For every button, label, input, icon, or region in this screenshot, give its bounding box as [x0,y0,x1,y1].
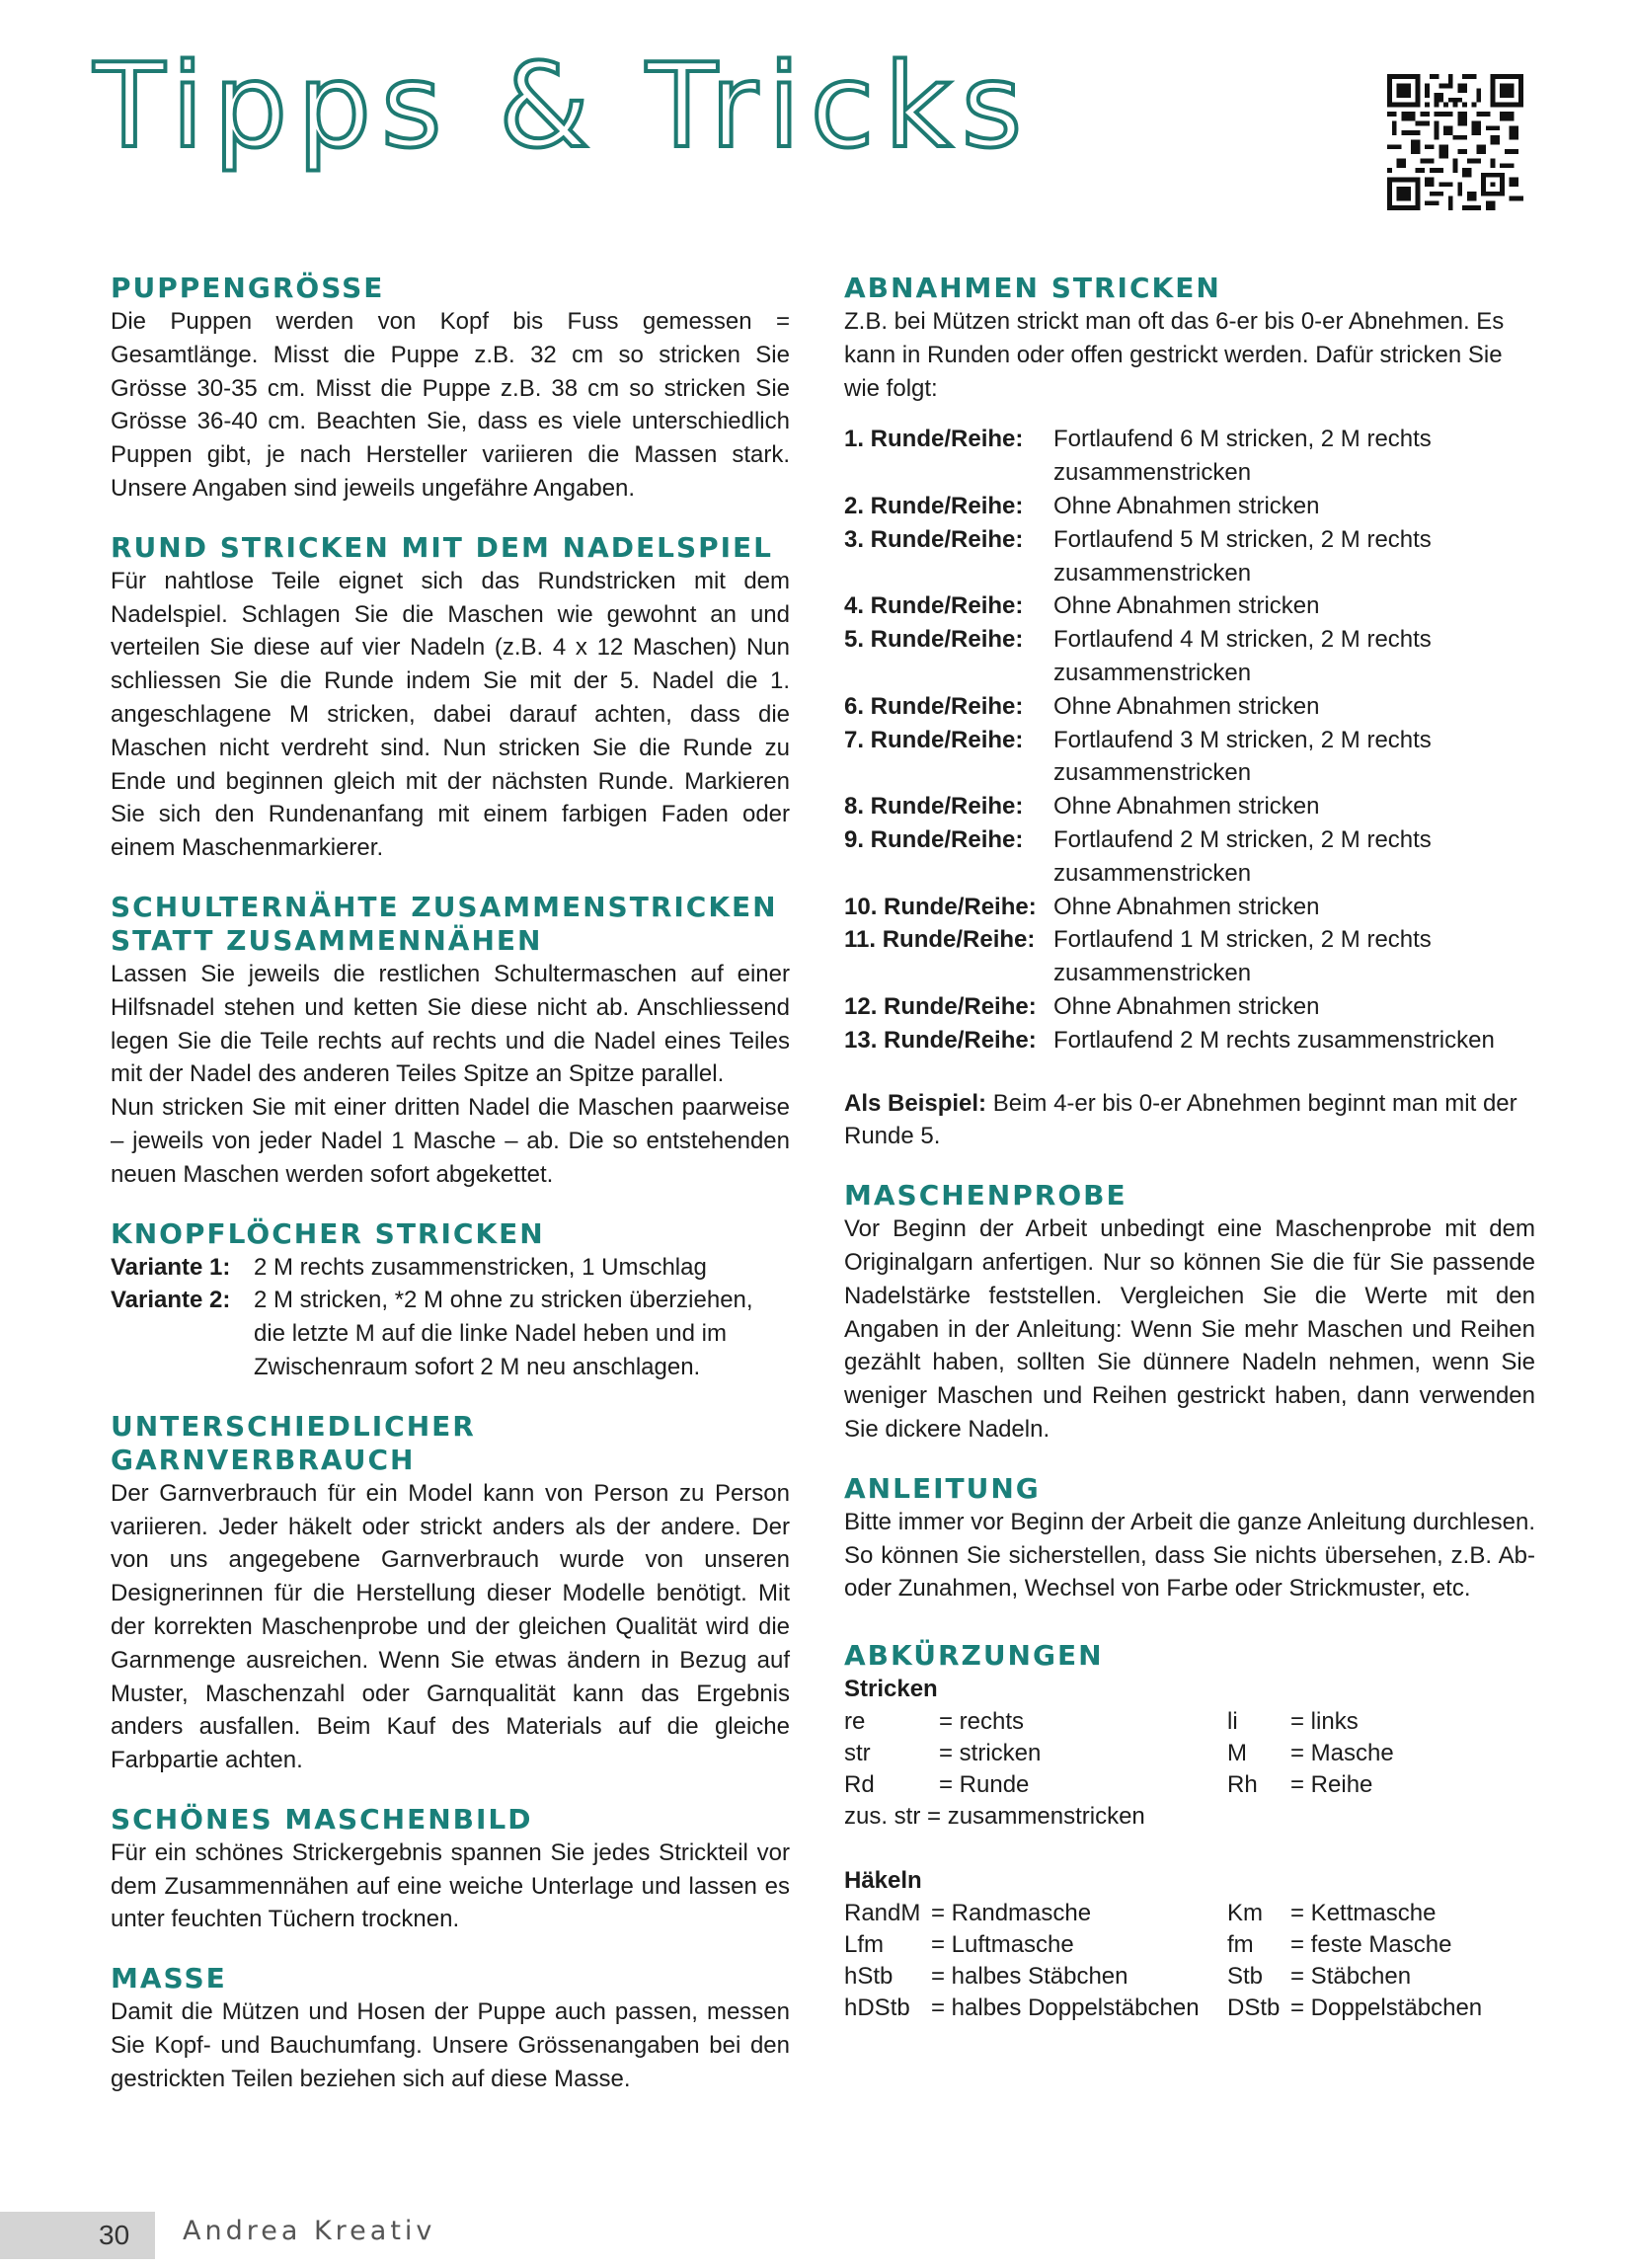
round-row [844,724,1535,791]
right-column [844,272,1535,2050]
abbr-value: = rechts [939,1707,1025,1735]
section-title: ABKÜRZUNGEN [844,1639,1104,1673]
round-row [844,589,1535,623]
abbr-item-empty [1227,1801,1535,1833]
section-schulternaehte [111,891,790,1192]
round-label: 9. Runde/Reihe: [844,825,1024,853]
abbr-value: = feste Masche [1290,1930,1452,1958]
section-text: Für ein schönes Strickergebnis spannen Sie jedes Strickteil vor dem Zusammennähen auf eine weiche Unterlage und lassen es unter feuchten Tüchern trocknen. [111,1838,790,1933]
abbr-key: DStb [1227,1994,1281,2021]
round-text: Fortlaufend 1 M stricken, 2 M rechts zusammenstricken [1053,926,1432,987]
section-abkuerzungen [844,1639,1535,2024]
abbr-key: M [1227,1739,1247,1766]
section-title: PUPPENGRÖSSE [111,272,385,304]
abbr-item [844,1961,1227,1993]
section-title: ANLEITUNG [844,1471,1041,1505]
abbr-subheading: Häkeln [844,1866,922,1894]
abbr-value: = halbes Doppelstäbchen [931,1994,1200,2021]
page-number: 30 [99,2220,130,2250]
round-label: 10. Runde/Reihe: [844,893,1037,920]
round-row [844,523,1535,590]
abbr-item [1227,1769,1535,1801]
variant-label: Variante 1: [111,1253,231,1281]
abbr-key: Lfm [844,1930,885,1958]
round-label: 1. Runde/Reihe: [844,426,1024,453]
section-text: Die Puppen werden von Kopf bis Fuss gemessen = Gesamtlänge. Misst die Puppe z.B. 32 cm so stricken Sie Grösse 30-35 cm. Misst die Puppe z.B. 38 cm so stricken Sie Grösse 36-40 cm. Beachten Sie, dass es viele unterschiedlich Puppen gibt, je nach Hersteller variieren die Massen stark. Unsere Angaben sind jeweils ungefähre Angaben. [111,308,790,502]
round-label: 3. Runde/Reihe: [844,525,1024,553]
abbr-value: = Stäbchen [1290,1962,1412,1990]
round-label: 4. Runde/Reihe: [844,592,1024,620]
section-text: Der Garnverbrauch für ein Model kann von Person zu Person variieren. Jeder häkelt oder strickt anders als der andere. Der von uns angegebene Garnverbrauch wurde von unseren Designerinnen für die Herstellung dieser Modelle benötigt. Mit der korrekten Maschenprobe und der gleichen Qualität wird die Garnmenge ausreichen. Wenn Sie etwas ändern in Bezug auf Muster, Maschenzahl oder Garnqualität kann das Ergebnis anders ausfallen. Beim Kauf des Materials auf die gleiche Farbpartie achten. [111,1479,790,1774]
section-abnahmen [844,272,1535,1153]
section-anleitung [844,1472,1535,1605]
section-text: Z.B. bei Mützen strickt man oft das 6-er bis 0-er Abnehmen. Es kann in Runden oder offen gestrickt werden. Dafür stricken Sie wie folgt: [844,308,1505,402]
section-title: RUND STRICKEN MIT DEM NADELSPIEL [111,530,774,564]
round-text: Fortlaufend 2 M rechts zusammenstricken [1053,1026,1495,1054]
section-title: SCHULTERNÄHTE ZUSAMMENSTRICKEN STATT ZUSAMMENNÄHEN [111,890,778,957]
section-garnverbrauch [111,1410,790,1777]
round-row [844,690,1535,724]
variant-row [111,1251,790,1285]
abbr-key: re [844,1707,866,1735]
abbr-item [1227,1898,1535,1929]
abbr-value: = Randmasche [931,1899,1092,1926]
abbr-item [1227,1961,1535,1993]
round-row [844,790,1535,823]
round-row [844,923,1535,990]
abbr-item [1227,1738,1535,1769]
round-text: Ohne Abnahmen stricken [1053,992,1320,1020]
abbr-key: str [844,1739,871,1766]
round-label: 7. Runde/Reihe: [844,726,1024,753]
section-puppengroesse [111,272,790,506]
round-text: Ohne Abnahmen stricken [1053,692,1320,720]
abbr-key: hDStb [844,1994,910,2021]
round-text: Ohne Abnahmen stricken [1053,793,1320,821]
abbr-value: = Reihe [1290,1770,1373,1798]
round-label: 11. Runde/Reihe: [844,926,1036,954]
round-row [844,423,1535,490]
round-table [844,423,1535,1056]
round-row [844,1024,1535,1057]
abbr-item [1227,1929,1535,1961]
round-label: 13. Runde/Reihe: [844,1026,1037,1054]
abbr-value: = Runde [939,1770,1030,1798]
round-text: Fortlaufend 5 M stricken, 2 M rechts zusammenstricken [1053,525,1432,587]
round-label: 5. Runde/Reihe: [844,626,1024,654]
abbr-grid-haekeln [844,1898,1535,2024]
section-rund-stricken [111,531,790,865]
section-title: MASCHENPROBE [844,1179,1128,1212]
round-text: Ohne Abnahmen stricken [1053,592,1320,620]
abbr-grid-stricken [844,1706,1535,1833]
variant-row [111,1284,790,1383]
section-text: Bitte immer vor Beginn der Arbeit die ganze Anleitung durchlesen. So können Sie sicherstellen, dass Sie nichts übersehen, z.B. Ab- oder Zunahmen, Wechsel von Farbe oder Strickmuster, etc. [844,1508,1535,1603]
section-text: Vor Beginn der Arbeit unbedingt eine Maschenprobe mit dem Originalgarn anfertigen. Nur so können Sie die für Sie passende Nadelstärke feststellen. Vergleichen Sie die Werte mit den Angaben in der Anleitung: Wenn Sie mehr Maschen und Reihen gezählt haben, sollten Sie dünnere Nadeln nehmen, wenn Sie weniger Maschen und Reihen gestrickt haben, dann verwenden Sie dickere Nadeln. [844,1215,1535,1443]
example-label: Als Beispiel: [844,1089,987,1117]
section-text: Lassen Sie jeweils die restlichen Schultermaschen auf einer Hilfsnadel stehen und ketten Sie diese nicht ab. Anschliessend legen Sie die Teile rechts auf rechts und die Nadel eines Teiles mit der Nadel des anderen Teiles Spitze an Spitze parallel. [111,960,790,1088]
round-label: 12. Runde/Reihe: [844,992,1037,1020]
variant-text: 2 M rechts zusammenstricken, 1 Umschlag [254,1253,707,1281]
abbr-key: li [1227,1707,1238,1735]
abbr-key: hStb [844,1962,894,1990]
abbr-key: Stb [1227,1962,1264,1990]
abbr-item [844,1929,1227,1961]
round-text: Fortlaufend 2 M stricken, 2 M rechts zusammenstricken [1053,825,1432,887]
abbr-item [844,1801,1227,1833]
section-maschenprobe [844,1179,1535,1447]
round-label: 6. Runde/Reihe: [844,692,1024,720]
abbr-value: = Doppelstäbchen [1290,1994,1483,2021]
example-text: Beim 4-er bis 0-er Abnehmen beginnt man mit der Runde 5. [844,1089,1517,1150]
abbr-value: = halbes Stäbchen [931,1962,1128,1990]
section-knopfloecher [111,1217,790,1384]
page-title: Tipps & Tricks [94,38,1033,174]
round-text: Ohne Abnahmen stricken [1053,893,1320,920]
section-text: Für nahtlose Teile eignet sich das Rundstricken mit dem Nadelspiel. Schlagen Sie die Maschen wie gewohnt an und verteilen Sie diese auf vier Nadeln (z.B. 4 x 12 Maschen) Nun schliessen Sie die Runde indem Sie mit der 5. Nadel die 1. angeschlagene M stricken, dabei darauf achten, dass die Maschen nicht verdreht sind. Nun stricken Sie die Runde zu Ende und beginnen gleich mit der nächsten Runde. Markieren Sie sich den Rundenanfang mit einem farbigen Faden oder einem Maschenmarkierer. [111,567,790,862]
abbr-item [844,1706,1227,1738]
round-row [844,623,1535,690]
left-column [111,272,790,2122]
section-maschenbild [111,1803,790,1936]
abbr-key: zus. str [844,1802,921,1830]
abbr-subheading: Stricken [844,1676,938,1703]
abbr-item [1227,1706,1535,1738]
section-title: ABNAHMEN STRICKEN [844,272,1221,304]
abbr-key: Rd [844,1770,875,1798]
abbr-item [844,1898,1227,1929]
abbr-item [844,1769,1227,1801]
round-text: Fortlaufend 4 M stricken, 2 M rechts zusammenstricken [1053,626,1432,686]
abbr-value: = Kettmasche [1290,1899,1437,1926]
abbr-value: = stricken [939,1739,1042,1766]
round-text: Ohne Abnahmen stricken [1053,492,1320,519]
variant-label: Variante 2: [111,1287,231,1314]
section-title: SCHÖNES MASCHENBILD [111,1802,533,1836]
footer-bar [0,2212,155,2259]
variant-text: 2 M stricken, *2 M ohne zu stricken überziehen, die letzte M auf die linke Nadel heben und im Zwischenraum sofort 2 M neu anschlagen. [254,1287,753,1380]
abbr-item [1227,1993,1535,2024]
round-label: 2. Runde/Reihe: [844,492,1024,519]
abbr-key: Rh [1227,1770,1258,1798]
abbr-value: = links [1290,1707,1359,1735]
round-row [844,891,1535,924]
round-row [844,823,1535,891]
section-text: Nun stricken Sie mit einer dritten Nadel die Maschen paarweise – jeweils von jeder Nadel 1 Masche – ab. Die so entstehenden neuen Maschen werden sofort abgekettet. [111,1094,790,1188]
round-text: Fortlaufend 3 M stricken, 2 M rechts zusammenstricken [1053,726,1432,787]
round-row [844,490,1535,523]
section-title: UNTERSCHIEDLICHER GARNVERBRAUCH [111,1409,476,1476]
abbr-value: = Masche [1290,1739,1394,1766]
spacer [844,1833,1535,1864]
abbr-key: fm [1227,1930,1254,1958]
abbr-item [844,1993,1227,2024]
round-label: 8. Runde/Reihe: [844,793,1024,821]
section-masse [111,1962,790,2095]
abbr-value: = zusammenstricken [920,1802,1145,1830]
section-title: KNOPFLÖCHER STRICKEN [111,1216,545,1250]
round-row [844,990,1535,1024]
abbr-key: RandM [844,1899,921,1926]
section-text: Damit die Mützen und Hosen der Puppe auch passen, messen Sie Kopf- und Bauchumfang. Unsere Grössenangaben bei den gestrickten Teilen beziehen sich auf diese Masse. [111,1998,790,2092]
abbr-value: = Luftmasche [931,1930,1074,1958]
abbr-key: Km [1227,1899,1263,1926]
qr-code-icon[interactable] [1387,74,1523,210]
round-text: Fortlaufend 6 M stricken, 2 M rechts zusammenstricken [1053,426,1432,487]
abbr-item [844,1738,1227,1769]
footer-brand: Andrea Kreativ [183,2216,436,2246]
section-title: MASSE [111,1962,227,1995]
example-note [844,1087,1535,1154]
